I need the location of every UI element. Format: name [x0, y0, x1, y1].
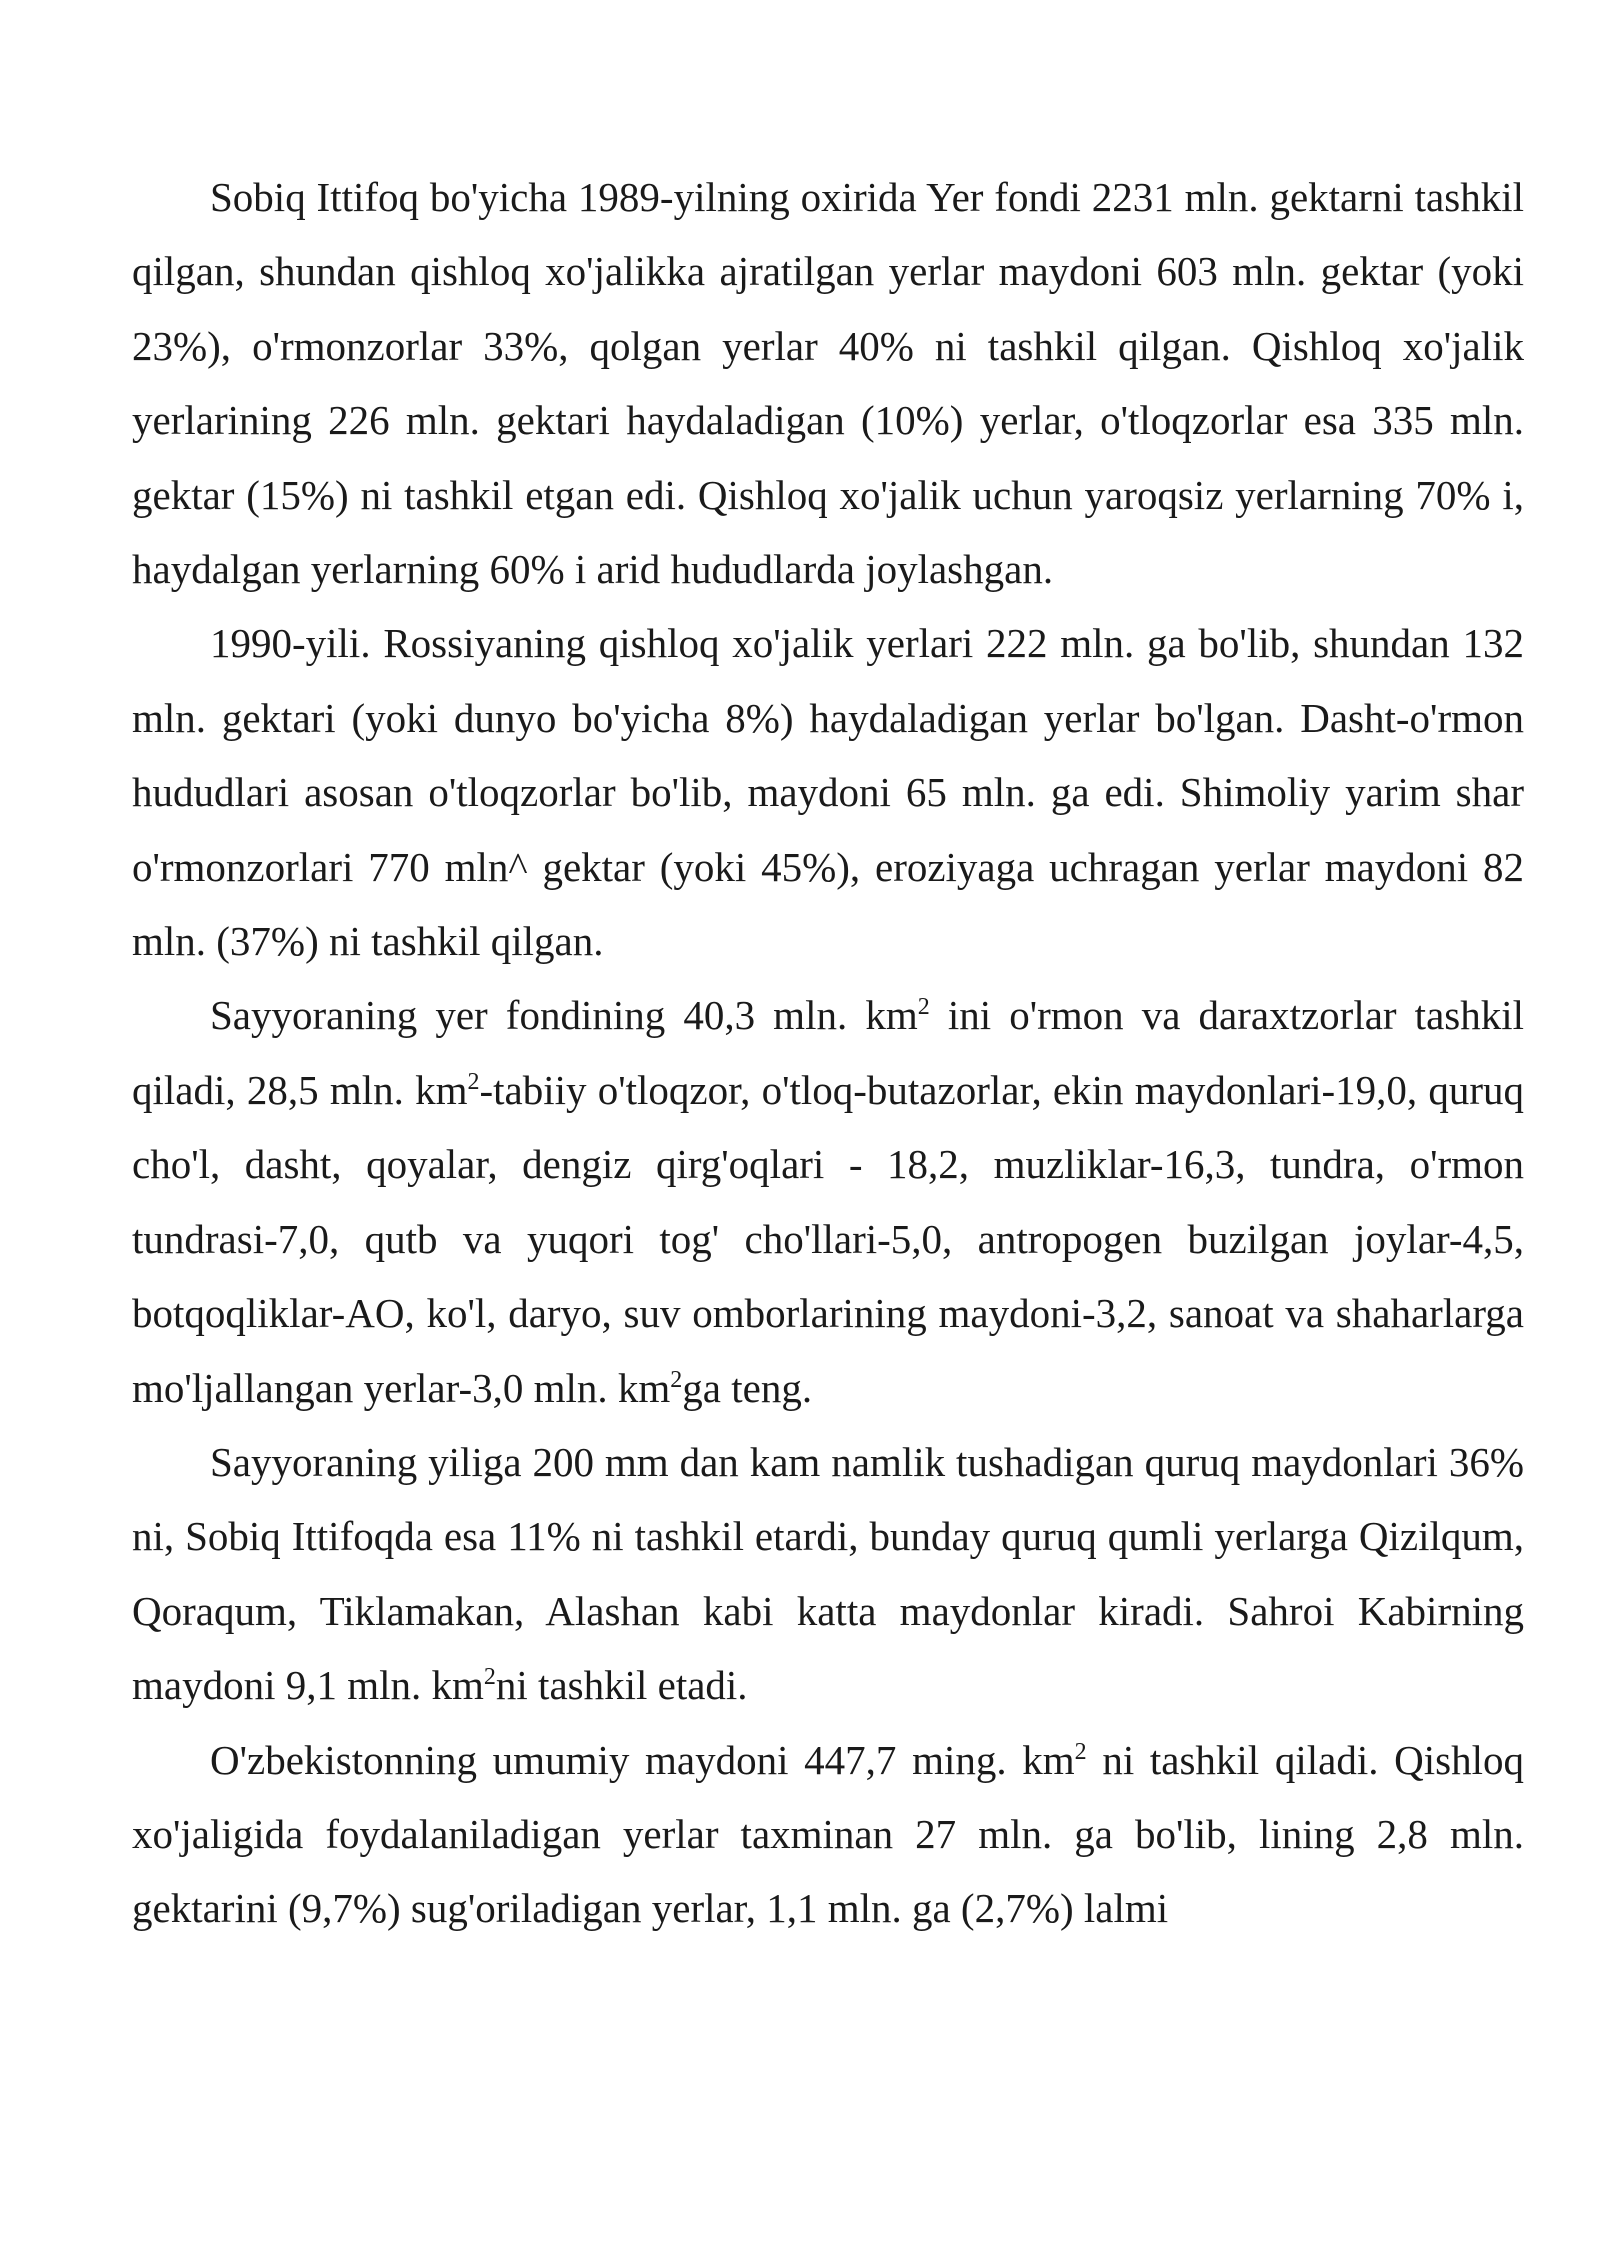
- paragraph-text: Sobiq Ittifoq bo'yicha 1989-yilning oxirida Yer fondi 2231 mln. gektarni tashkil qilgan, shundan qishloq xo'jalikka ajratilgan yerlar maydoni 603 mln. gektar (yoki 23%), o'rmonzorlar 33%, qolgan yerlar 40% ni tashkil qilgan. Qishloq xo'jalik yerlarining 226 mln. gektari haydaladigan (10%) yerlar, o'tloqzorlar esa 335 mln. gektar (15%) ni tashkil etgan edi. Qishloq xo'jalik uchun yaroqsiz yerlarning 70% i, haydalgan yerlarning 60% i arid hududlarda joylashgan.: [132, 174, 1524, 593]
- paragraph-text: 1990-yili. Rossiyaning qishloq xo'jalik yerlari 222 mln. ga bo'lib, shundan 132 mln. gektari (yoki dunyo bo'yicha 8%) haydaladigan yerlar bo'lgan. Dasht-o'rmon hududlari asosan o'tloqzorlar bo'lib, maydoni 65 mln. ga edi. Shimoliy yarim shar o'rmonzorlari 770 mln^ gektar (yoki 45%), eroziyaga uchragan yerlar maydoni 82 mln. (37%) ni tashkil qilgan.: [132, 620, 1524, 965]
- paragraph-text: -tabiiy o'tloqzor, o'tloq-butazorlar, ekin maydonlari-19,0, quruq cho'l, dasht, qoyalar, dengiz qirg'oqlari - 18,2, muzliklar-16,3, tundra, o'rmon tundrasi-7,0, qutb va yuqori tog' cho'llari-5,0, antropogen buzilgan joylar-4,5, botqoqliklar-AO, ko'l, daryo, suv omborlarining maydoni-3,2, sanoat va shaharlarga mo'ljallangan yerlar-3,0 mln. km: [132, 1066, 1525, 1411]
- paragraph-text: ni tashkil qiladi. Qishloq xo'jaligida foydalaniladigan yerlar taxminan 27 mln. ga bo'lib, lining 2,8 mln. gektarini (9,7%) sug'oriladigan yerlar, 1,1 mln. ga (2,7%) lalmi: [132, 1736, 1524, 1932]
- document-body: [132, 160, 1524, 1946]
- paragraph-4: [132, 1425, 1524, 1723]
- superscript: 2: [483, 1664, 496, 1691]
- paragraph-text: ini o'rmon va daraxtzorlar tashkil qiladi, 28,5 mln. km: [132, 992, 1524, 1113]
- paragraph-text: Sayyoraning yiliga 200 mm dan kam namlik tushadigan quruq maydonlari 36% ni, Sobiq Ittifoqda esa 11% ni tashkil etardi, bunday quruq qumli yerlarga Qizilqum, Qoraqum, Tiklamakan, Alashan kabi katta maydonlar kiradi. Sahroi Kabirning maydoni 9,1 mln. km: [132, 1438, 1524, 1709]
- paragraph-5: [132, 1723, 1524, 1946]
- superscript: 2: [467, 1068, 480, 1095]
- superscript: 2: [1074, 1738, 1087, 1765]
- superscript: 2: [917, 994, 930, 1021]
- paragraph-text: ni tashkil etadi.: [495, 1662, 748, 1709]
- superscript: 2: [670, 1366, 683, 1393]
- paragraph-1: [132, 160, 1524, 606]
- paragraph-text: ga teng.: [682, 1364, 813, 1411]
- paragraph-2: [132, 606, 1524, 978]
- paragraph-text: O'zbekistonning umumiy maydoni 447,7 ming. km: [210, 1736, 1075, 1783]
- paragraph-text: Sayyoraning yer fondining 40,3 mln. km: [210, 992, 918, 1039]
- paragraph-3: [132, 978, 1524, 1424]
